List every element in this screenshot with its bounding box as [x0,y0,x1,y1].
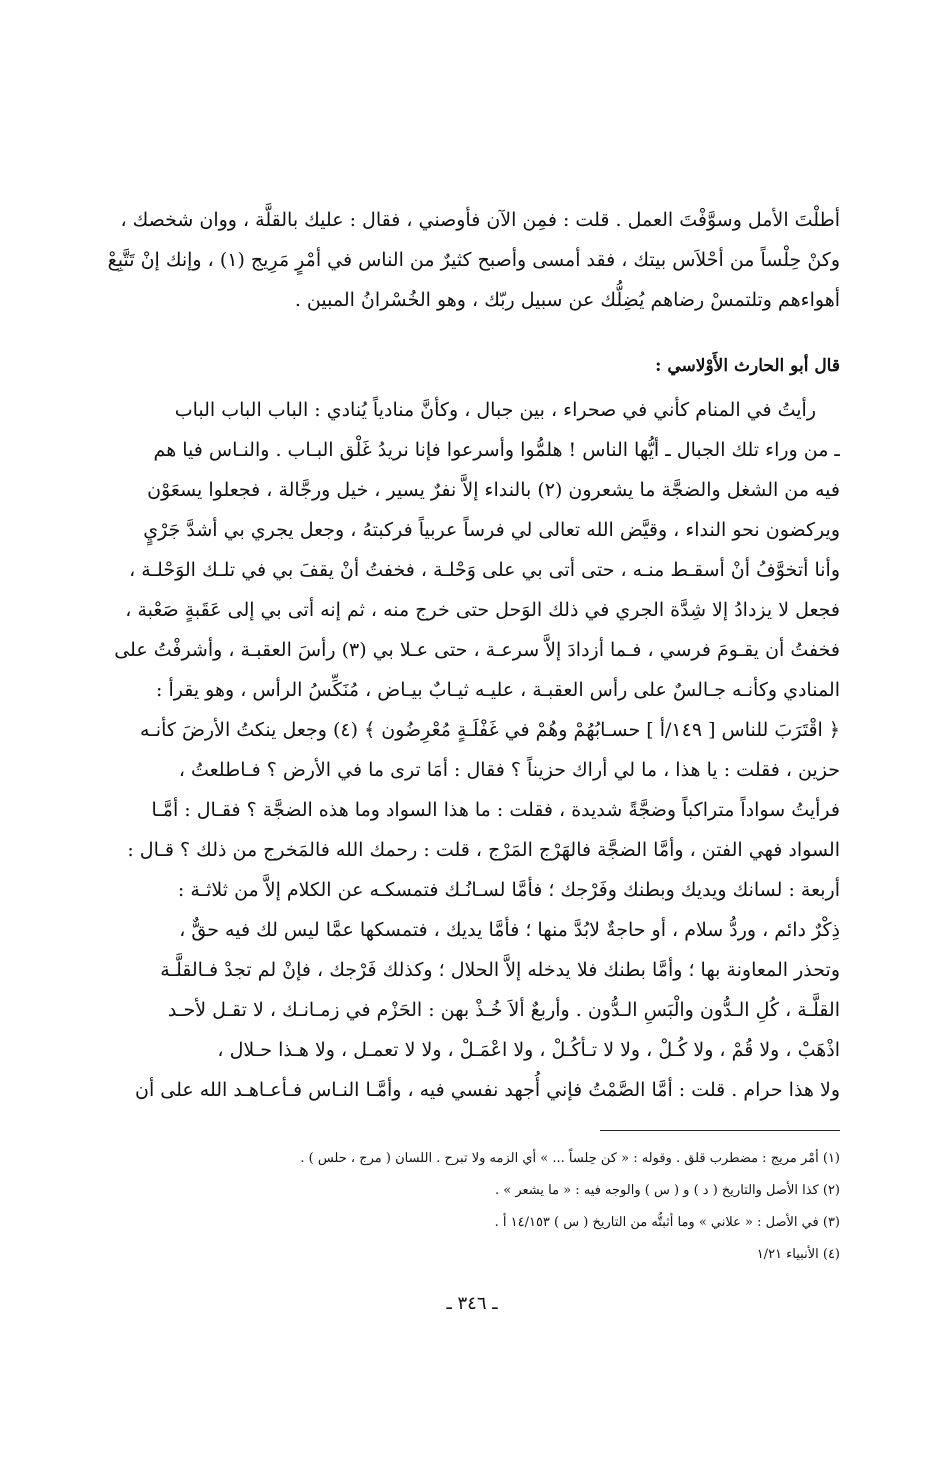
text-line: أهواءهم وتلتمسْ رضاهم يُضِلُّك عن سبيل ربّك ، وهو الخُسْرانُ المبين . [294,289,840,311]
text-line: ـ من وراء تلك الجبال ـ أيُّها الناس ! هلمُّوا وأسرعوا فإنا نريدُ غَلْق البـاب . والنـاس فيا هم [153,439,840,461]
text-line: وتحذر المعاونة بها ؛ وأمَّا بطنك فلا يدخله إلاَّ الحلال ؛ وكذلك فَرْجك ، فإنْ لم تجدْ فـالقلَّـة [160,959,840,981]
text-line: وكنْ حِلْساً من أحْلاَس بيتك ، فقد أمسى وأصبح كثيرٌ من الناس في أمْرٍ مَرِيج (١) ، وإنك إنْ تَتَّبِعْ [107,249,840,271]
main-text [100,200,840,1130]
text-line: ولا هذا حرام . قلت : أمَّا الصَّمْتُ فإني أُجهد نفسي فيه ، وأمَّـا النـاس فـأعـاهـد الله على أن [134,1079,840,1101]
quran-verse-line: ﴿ اقْتَرَبَ للناس [ ١٤٩/أ ] حسـابُهُمْ وهُمْ في غَفْلَـةٍ مُعْرِضُون ﴾ (٤) وجعل ينكتُ الأرضَ كأنـه [140,719,840,741]
text-line: فرأيتُ سواداً متراكباً وضجَّةً شديدة ، فقلت : ما هذا السواد وما هذه الضجَّة ؟ فقـال : أمَّـا [151,799,840,821]
footnote: (٣) في الأصل : « علاني » وما أثبتُّه من التاريخ ( س ) ١٤/١٥٣ أ . [494,1215,840,1230]
text-line: ذِكْرٌ دائم ، وردُّ سلام ، أو حاجةٌ لابُدَّ منها ؛ فأمَّا يديك ، فتمسكها عمَّا ليس لك فيه حقٌّ ، [179,919,840,941]
text-line: وأنا أتخوَّفُ أنْ أسقـط منـه ، حتى أتى بي على وَحْلـة ، فخفتُ أنْ يقفَ بي في تلـك الوَحْلـة ، [129,559,840,581]
footnote-divider [600,1130,840,1131]
footnote: (١) أمْر مريج : مضطرب قلق . وقوله : « كن حِلساً ... » أي الزمه ولا تبرح . اللسان ( مرج ، حلس ) . [300,1151,840,1166]
text-line: أطلْتَ الأمل وسوَّفْتَ العمل . قلت : فمِن الآن فأوصني ، فقال : عليك بالقلَّة ، ووان شخصك ، [120,209,840,231]
text-line: رأيتُ في المنام كأني في صحراء ، بين جبال ، وكأنَّ منادياً يُنادي : الباب الباب الباب [174,399,816,421]
text-line: فجعل لا يزدادُ إلا شِدَّة الجري في ذلك الوَحل حتى خرج منه ، ثم إنه أتى بي إلى عَقَبةٍ صَعْبة ، [125,599,840,621]
text-line: السواد فهي الفتن ، وأمَّا الضجَّة فالهَرْج المَرْج ، قلت : رحمك الله فالمَخرج من ذلك ؟ قـال : [127,839,840,861]
text-line: ويركضون نحو النداء ، وقيَّض الله تعالى لي فرساً عربياً فركبتهُ ، وجعل يجري بي أشدَّ جَرْيٍ [143,519,840,541]
section-heading: قال أبو الحارث الأَوْلاسي : [655,356,840,376]
text-line: اذْهَبْ ، ولا قُمْ ، ولا كُـلْ ، ولا لا تـأكُـلْ ، ولا اعْمَـلْ ، ولا لا تعمـل ، ولا هـذا حـلال ، [217,1039,840,1061]
text-line: فيه من الشغل والضجَّة ما يشعرون (٢) بالنداء إلاَّ نفرٌ يسير ، خيل ورجَّالة ، فجعلوا يسعَوْن [147,479,840,501]
footnote: (٤) الأنبياء ١/٢١ [756,1247,840,1262]
page-number: ـ ٣٤٦ ـ [446,1293,498,1314]
text-line: حزين ، فقلت : يا هذا ، ما لي أراك حزيناً ؟ فقال : أمَا ترى ما في الأرض ؟ فـاطلعتُ ، [178,759,840,781]
footnote: (٢) كذا الأصل والتاريخ ( د ) و ( س ) والوجه فيه : « ما يشعر » . [495,1183,840,1198]
text-line: أربعة : لسانك ويديك وبطنك وفَرْجك ؛ فأمَّا لسـانُـك فتمسكـه عن الكلام إلاَّ من ثلاثـة : [177,879,840,901]
text-line: فخفتُ أن يقـومَ فرسي ، فـما أزدادَ إلاَّ سرعـة ، حتى عـلا بي (٣) رأسَ العقبـة ، وأشرفْتُ على [114,639,840,661]
text-line: المنادي وكأنـه جـالسٌ على رأس العقبـة ، عليـه ثيـابٌ بيـاض ، مُنَكِّسُ الرأس ، وهو يقرأ : [156,679,840,701]
text-line: القلَّـة ، كُلِ الـدُّون والْبَسِ الـدُّون . وأربعٌ ألاَ خُـذْ بهن : الحَزْم في زمـانـك ، لا تقـل لأحـد [167,999,840,1021]
